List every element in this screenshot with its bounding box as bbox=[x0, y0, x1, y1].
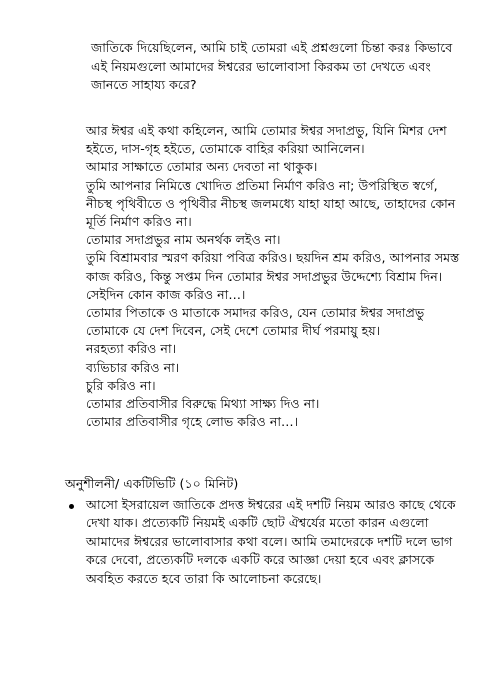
commandment-line: তুমি বিশ্রামবার স্মরণ করিয়া পবিত্র করিও। ছয়দিন শ্রম করিও, আপনার সমস্ত কাজ করিও, কিন্তু সপ্তম দিন তোমার ঈশ্বর সদাপ্রভুর উদ্দেশ্যে বিশ্রাম দিন। সেইদিন কোন কাজ করিও না…। bbox=[86, 250, 460, 302]
commandment-line: চুরি করিও না। bbox=[86, 377, 156, 393]
activity-bullet-list bbox=[66, 496, 466, 588]
commandment-line: আর ঈশ্বর এই কথা কহিলেন, আমি তোমার ঈশ্বর সদাপ্রভু, যিনি মিশর দেশ হইতে, দাস-গৃহ হইতে, তোমাকে বাহির করিয়া আনিলেন। bbox=[86, 123, 447, 157]
bullet-icon bbox=[69, 504, 74, 509]
commandment-line: নরহত্যা করিও না। bbox=[86, 341, 177, 357]
commandment-line: তোমার প্রতিবাসীর বিরুদ্ধে মিথ্যা সাক্ষ্য দিও না। bbox=[86, 396, 320, 412]
intro-paragraph: জাতিকে দিয়েছিলেন, আমি চাই তোমরা এই প্রশ্নগুলো চিন্তা করঃ কিভাবে এই নিয়মগুলো আমাদের ঈশ্বরের ভালোবাসা কিরকম তা দেখতে এবং জানতে সাহায্য করে? bbox=[91, 40, 453, 92]
activity-bullet-text: আসো ইসরায়েল জাতিকে প্রদত্ত ঈশ্বরের এই দশটি নিয়ম আরও কাছে থেকে দেখা যাক। প্রত্যেকটি নিয়মই একটি ছোট ঐশ্বর্যের মতো কারন এগুলো আমাদের ঈশ্বরের ভালোবাসার কথা বলে। আমি তমাদেরকে দশটি দলে ভাগ করে দেবো, প্রত্যেকটি দলকে একটি করে আজ্ঞা দেয়া হবে এবং ক্লাসকে অবহিত করতে হবে তারা কি আলোচনা করেছে। bbox=[86, 497, 456, 586]
commandment-line: আমার সাক্ষাতে তোমার অন্য দেবতা না থাকুক। bbox=[86, 159, 318, 175]
activity-bullet-item bbox=[66, 496, 466, 588]
commandments-block bbox=[86, 122, 466, 431]
commandment-line: তোমার সদাপ্রভুর নাম অনর্থক লইও না। bbox=[86, 232, 281, 248]
commandment-line: ব্যভিচার করিও না। bbox=[86, 359, 180, 375]
commandment-line: তোমার পিতাকে ও মাতাকে সমাদর করিও, যেন তোমার ঈশ্বর সদাপ্রভু তোমাকে যে দেশ দিবেন, সেই দেশে তোমার দীর্ঘ পরমায়ু হয়। bbox=[86, 305, 425, 339]
commandment-line: তুমি আপনার নিমিত্তে খোদিত প্রতিমা নির্মাণ করিও না; উপরিস্থিত স্বর্গে, নীচস্থ পৃথিবীতে ও পৃথিবীর নীচস্থ জলমধ্যে যাহা যাহা আছে, তাহাদের কোন মূর্তি নির্মাণ করিও না। bbox=[86, 177, 456, 230]
commandment-line: তোমার প্রতিবাসীর গৃহে লোভ করিও না…। bbox=[86, 414, 299, 430]
activity-heading: অনুশীলনী/ একটিভিটি (১০ মিনিট) bbox=[65, 476, 239, 491]
